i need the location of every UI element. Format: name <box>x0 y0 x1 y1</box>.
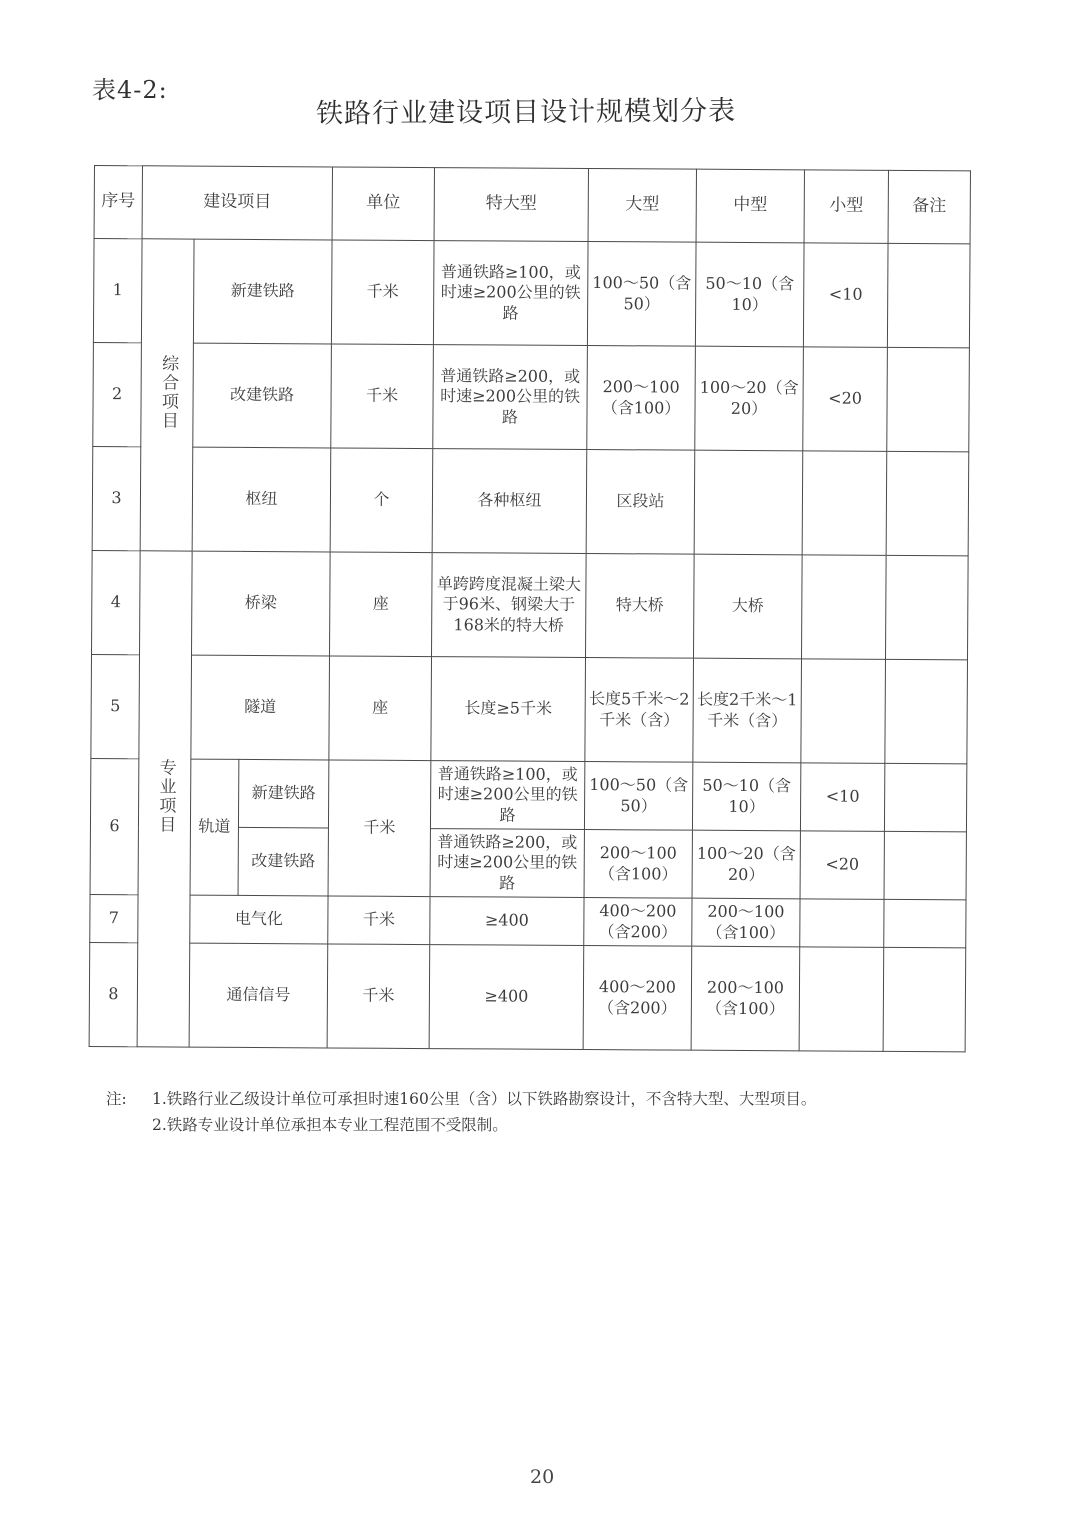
cell-medium <box>694 450 803 555</box>
cell-small <box>801 555 886 660</box>
table-row <box>93 239 970 348</box>
cell-remarks <box>885 555 968 659</box>
table-row <box>92 446 969 555</box>
table-row <box>90 894 966 947</box>
cell-large: 100～50（含50） <box>584 762 692 831</box>
cell-seq: 8 <box>89 942 138 1046</box>
cell-unit: 千米 <box>328 896 430 945</box>
table-number-label: 表4-2: <box>92 76 168 104</box>
group-comprehensive <box>140 239 194 551</box>
cell-extra-large: 普通铁路≥100，或时速≥200公里的铁路 <box>430 761 584 830</box>
cell-seq: 5 <box>91 654 140 758</box>
cell-extra-large: 长度≥5千米 <box>431 657 586 762</box>
cell-remarks <box>884 899 966 948</box>
cell-medium: 50～10（含10） <box>692 762 800 831</box>
scale-classification-table-wrap <box>89 165 970 1052</box>
cell-small <box>799 947 884 1052</box>
table-notes <box>106 1086 1006 1139</box>
page-title: 铁路行业建设项目设计规模划分表 <box>315 95 737 130</box>
cell-seq: 3 <box>92 446 141 550</box>
cell-extra-large: 普通铁路≥200，或时速≥200公里的铁路 <box>430 829 584 898</box>
cell-small: <20 <box>803 347 888 452</box>
scale-classification-table <box>89 165 971 1052</box>
cell-remarks <box>884 831 966 899</box>
cell-extra-large: ≥400 <box>430 897 584 946</box>
cell-medium: 200～100（含100） <box>692 898 800 947</box>
cell-project: 通信信号 <box>189 943 328 1048</box>
cell-extra-large: 普通铁路≥200，或时速≥200公里的铁路 <box>433 345 588 450</box>
group-specialized <box>137 551 192 1047</box>
cell-unit: 座 <box>329 656 432 761</box>
cell-small <box>802 451 887 556</box>
cell-unit: 千米 <box>331 240 434 345</box>
header-project: 建设项目 <box>142 166 332 240</box>
cell-unit: 千米 <box>328 760 431 897</box>
cell-small <box>800 899 884 948</box>
note-1-line <box>106 1086 1006 1112</box>
header-small: 小型 <box>804 170 888 244</box>
cell-project: 桥梁 <box>192 551 331 656</box>
table-row <box>91 654 968 763</box>
cell-remarks <box>884 763 966 831</box>
header-seq: 序号 <box>94 166 142 239</box>
cell-remarks <box>885 659 968 763</box>
group-comprehensive-label: 综合项目 <box>157 354 179 431</box>
cell-seq: 1 <box>93 239 142 343</box>
cell-seq: 4 <box>92 550 141 654</box>
cell-large: 特大桥 <box>586 554 695 659</box>
cell-medium: 100～20（含20） <box>695 346 804 451</box>
cell-medium: 长度2千米～1千米（含） <box>693 658 802 763</box>
header-large: 大型 <box>588 169 696 243</box>
header-unit: 单位 <box>332 167 434 241</box>
cell-small: <20 <box>800 831 884 900</box>
cell-small: <10 <box>800 763 884 832</box>
page-number: 20 <box>530 1466 555 1488</box>
header-remarks: 备注 <box>888 170 970 243</box>
table-header-row <box>94 166 970 244</box>
cell-project: 隧道 <box>191 655 330 760</box>
cell-seq: 2 <box>93 342 142 446</box>
header-extra-large: 特大型 <box>434 168 588 242</box>
cell-project: 新建铁路 <box>193 239 332 344</box>
cell-large: 长度5千米～2千米（含） <box>585 658 694 763</box>
cell-small <box>801 659 886 764</box>
group-specialized-label: 专业项目 <box>155 758 176 835</box>
cell-large: 100～50（含50） <box>587 242 696 347</box>
cell-sub-project: 新建铁路 <box>238 759 328 828</box>
cell-unit: 千米 <box>327 944 430 1049</box>
cell-remarks <box>886 451 969 555</box>
cell-remarks <box>883 947 966 1051</box>
cell-small: <10 <box>803 243 888 348</box>
cell-sub-project: 改建铁路 <box>238 827 328 896</box>
cell-seq: 6 <box>90 758 139 894</box>
notes-prefix: 注: <box>106 1090 127 1108</box>
cell-large: 400～200（含200） <box>583 946 692 1051</box>
table-row <box>92 550 969 659</box>
cell-remarks <box>887 243 970 347</box>
cell-large: 200～100（含100） <box>584 830 692 899</box>
header-medium: 中型 <box>696 169 804 243</box>
cell-large: 200～100（含100） <box>587 346 696 451</box>
note-2: 2.铁路专业设计单位承担本专业工程范围不受限制。 <box>152 1116 508 1135</box>
cell-extra-large: ≥400 <box>429 945 584 1050</box>
note-1: 1.铁路行业乙级设计单位可承担时速160公里（含）以下铁路勘察设计，不含特大型、大型项目。 <box>152 1090 817 1108</box>
table-row <box>90 758 966 831</box>
cell-unit: 座 <box>330 552 433 657</box>
cell-project: 改建铁路 <box>193 343 332 448</box>
cell-large: 400～200（含200） <box>584 898 692 947</box>
cell-unit: 千米 <box>331 344 434 449</box>
cell-seq: 7 <box>90 894 138 942</box>
cell-large: 区段站 <box>586 450 695 555</box>
cell-medium: 200～100（含100） <box>691 946 800 1051</box>
cell-extra-large: 普通铁路≥100，或时速≥200公里的铁路 <box>433 241 588 346</box>
cell-remarks <box>887 347 970 451</box>
cell-extra-large: 单跨跨度混凝土梁大于96米、钢梁大于168米的特大桥 <box>432 553 587 658</box>
cell-unit: 个 <box>330 448 433 553</box>
cell-extra-large: 各种枢纽 <box>432 449 587 554</box>
cell-medium: 大桥 <box>693 554 802 659</box>
cell-medium: 50～10（含10） <box>695 242 804 347</box>
cell-project: 电气化 <box>190 895 328 944</box>
cell-track-group: 轨道 <box>190 759 239 895</box>
cell-project: 枢纽 <box>192 447 331 552</box>
table-row <box>89 942 966 1051</box>
table-row <box>93 342 970 451</box>
cell-medium: 100～20（含20） <box>692 830 800 899</box>
